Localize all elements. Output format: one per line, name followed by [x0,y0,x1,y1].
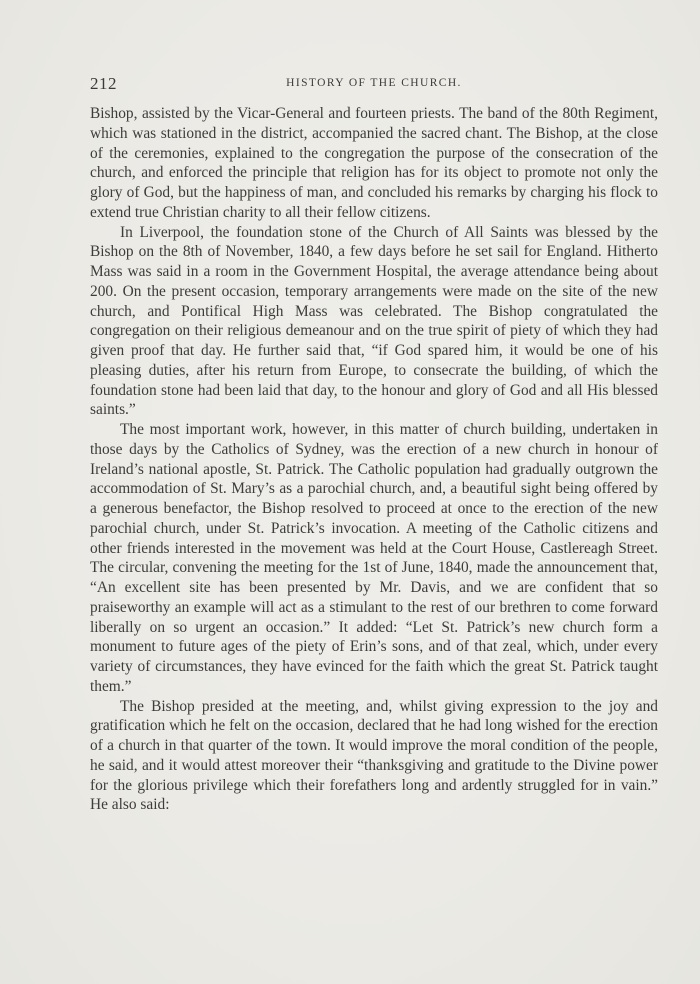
running-head [90,74,658,98]
running-title: HISTORY OF THE CHURCH. [286,77,462,89]
page-number: 212 [90,74,117,93]
body-text [90,104,658,815]
paragraph: In Liverpool, the foundation stone of the Church of All Saints was blessed by the Bishop on the 8th of November, 1840, a few days before he set sail for England. Hitherto Mass was said in a room in the Government Hospital, the average attendance being about 200. On the present occasion, temporary arrangements were made on the site of the new church, and Pontifical High Mass was celebrated. The Bishop congratulated the congregation on their religious demeanour and on the true spirit of piety of which they had given proof that day. He further said that, “if God spared him, it would be one of his pleasing duties, after his return from Europe, to consecrate the building, of which the foundation stone had been laid that day, to the honour and glory of God and all His blessed saints.” [90,223,658,419]
paragraph: Bishop, assisted by the Vicar-General and fourteen priests. The band of the 80th Regiment, which was stationed in the district, accompanied the sacred chant. The Bishop, at the close of the ceremonies, explained to the congregation the purpose of the consecration of the church, and enforced the principle that religion has for its object to promote not only the glory of God, but the happiness of man, and concluded his remarks by charging his flock to extend true Christian charity to all their fellow citizens. [90,105,658,221]
paragraph: The Bishop presided at the meeting, and, whilst giving expression to the joy and gratification which he felt on the occasion, declared that he had long wished for the erection of a church in that quarter of the town. It would improve the moral condition of the people, he said, and it would attest moreover their “thanksgiving and gratitude to the Divine power for the glorious privilege which their forefathers long and ardently struggled for in vain.” He also said: [90,697,658,814]
paragraph: The most important work, however, in this matter of church building, undertaken in those days by the Catholics of Sydney, was the erection of a new church in honour of Ireland’s national apostle, St. Patrick. The Catholic population had gradually outgrown the accommodation of St. Mary’s as a parochial church, and, a beautiful sight being offered by a generous benefactor, the Bishop resolved to proceed at once to the erection of the new parochial church, under St. Patrick’s invocation. A meeting of the Catholic citizens and other friends interested in the movement was held at the Court House, Castlereagh Street. The circular, convening the meeting for the 1st of June, 1840, made the announcement that, “An excellent site has been presented by Mr. Davis, and we are confident that so praiseworthy an example will act as a stimulant to the rest of our brethren to come forward liberally on so urgent an occasion.” It added: “Let St. Patrick’s new church form a monument to future ages of the piety of Erin’s sons, and of that zeal, which, under every variety of circumstances, they have evinced for the faith which the great St. Patrick taught them.” [90,421,658,695]
